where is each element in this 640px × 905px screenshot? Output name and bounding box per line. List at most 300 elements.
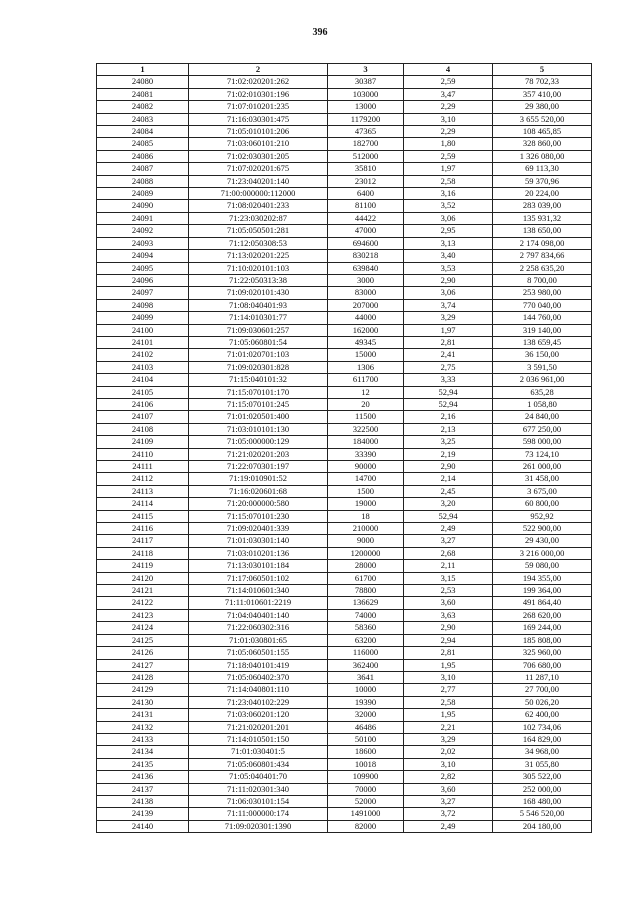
row-number-cell: 24087 <box>97 163 189 175</box>
rate-cell: 2,16 <box>404 411 493 423</box>
area-cell: 18 <box>328 510 404 522</box>
value-cell: 62 400,00 <box>493 709 592 721</box>
rate-cell: 1,95 <box>404 709 493 721</box>
row-number-cell: 24092 <box>97 225 189 237</box>
table-row <box>97 820 592 832</box>
table-row <box>97 212 592 224</box>
area-cell: 20 <box>328 398 404 410</box>
rate-cell: 2,90 <box>404 622 493 634</box>
cadastral-number-cell: 71:05:010101:206 <box>189 126 328 138</box>
area-cell: 162000 <box>328 324 404 336</box>
cadastral-number-cell: 71:22:060302:316 <box>189 622 328 634</box>
table-row <box>97 510 592 522</box>
table-row <box>97 684 592 696</box>
value-cell: 3 216 000,00 <box>493 547 592 559</box>
rate-cell: 3,63 <box>404 609 493 621</box>
column-header-2: 2 <box>189 64 328 76</box>
rate-cell: 2,29 <box>404 101 493 113</box>
cadastral-number-cell: 71:05:060801:434 <box>189 758 328 770</box>
table-row <box>97 597 592 609</box>
cadastral-number-cell: 71:05:060801:54 <box>189 336 328 348</box>
table-row <box>97 498 592 510</box>
value-cell: 635,28 <box>493 386 592 398</box>
cadastral-number-cell: 71:01:030401:5 <box>189 746 328 758</box>
rate-cell: 2,95 <box>404 225 493 237</box>
value-cell: 2 797 834,66 <box>493 250 592 262</box>
row-number-cell: 24097 <box>97 287 189 299</box>
area-cell: 109900 <box>328 771 404 783</box>
table-row <box>97 101 592 113</box>
row-number-cell: 24091 <box>97 212 189 224</box>
table-row <box>97 622 592 634</box>
rate-cell: 3,25 <box>404 436 493 448</box>
cadastral-number-cell: 71:13:020201:225 <box>189 250 328 262</box>
rate-cell: 3,10 <box>404 113 493 125</box>
value-cell: 1 058,80 <box>493 398 592 410</box>
area-cell: 13000 <box>328 101 404 113</box>
area-cell: 47365 <box>328 126 404 138</box>
table-row <box>97 262 592 274</box>
rate-cell: 3,10 <box>404 758 493 770</box>
row-number-cell: 24131 <box>97 709 189 721</box>
rate-cell: 3,74 <box>404 299 493 311</box>
table-row <box>97 436 592 448</box>
row-number-cell: 24105 <box>97 386 189 398</box>
cadastral-number-cell: 71:23:040102:229 <box>189 696 328 708</box>
rate-cell: 3,52 <box>404 200 493 212</box>
value-cell: 11 287,10 <box>493 671 592 683</box>
table-row <box>97 560 592 572</box>
value-cell: 50 026,20 <box>493 696 592 708</box>
area-cell: 207000 <box>328 299 404 311</box>
row-number-cell: 24132 <box>97 721 189 733</box>
value-cell: 169 244,00 <box>493 622 592 634</box>
rate-cell: 2,68 <box>404 547 493 559</box>
cadastral-number-cell: 71:11:010601:2219 <box>189 597 328 609</box>
value-cell: 598 000,00 <box>493 436 592 448</box>
table-row <box>97 138 592 150</box>
table-row <box>97 374 592 386</box>
row-number-cell: 24122 <box>97 597 189 609</box>
area-cell: 49345 <box>328 336 404 348</box>
cadastral-number-cell: 71:15:070101:170 <box>189 386 328 398</box>
row-number-cell: 24119 <box>97 560 189 572</box>
value-cell: 29 430,00 <box>493 535 592 547</box>
area-cell: 1306 <box>328 361 404 373</box>
row-number-cell: 24126 <box>97 647 189 659</box>
cadastral-number-cell: 71:16:030301:475 <box>189 113 328 125</box>
rate-cell: 2,90 <box>404 461 493 473</box>
row-number-cell: 24129 <box>97 684 189 696</box>
area-cell: 322500 <box>328 423 404 435</box>
cadastral-number-cell: 71:19:010901:52 <box>189 473 328 485</box>
area-cell: 103000 <box>328 88 404 100</box>
value-cell: 164 829,00 <box>493 733 592 745</box>
cadastral-number-cell: 71:06:030101:154 <box>189 795 328 807</box>
area-cell: 32000 <box>328 709 404 721</box>
table-row <box>97 609 592 621</box>
rate-cell: 2,81 <box>404 647 493 659</box>
value-cell: 3 675,00 <box>493 485 592 497</box>
rate-cell: 2,49 <box>404 523 493 535</box>
value-cell: 59 080,00 <box>493 560 592 572</box>
cadastral-number-cell: 71:15:070101:245 <box>189 398 328 410</box>
rate-cell: 2,82 <box>404 771 493 783</box>
area-cell: 74000 <box>328 609 404 621</box>
row-number-cell: 24121 <box>97 585 189 597</box>
value-cell: 31 055,80 <box>493 758 592 770</box>
row-number-cell: 24136 <box>97 771 189 783</box>
table-row <box>97 473 592 485</box>
row-number-cell: 24114 <box>97 498 189 510</box>
area-cell: 11500 <box>328 411 404 423</box>
table-row <box>97 88 592 100</box>
cadastral-number-cell: 71:21:020201:201 <box>189 721 328 733</box>
rate-cell: 2,45 <box>404 485 493 497</box>
table-row <box>97 349 592 361</box>
cadastral-number-cell: 71:23:040201:140 <box>189 175 328 187</box>
value-cell: 1 326 080,00 <box>493 150 592 162</box>
value-cell: 522 900,00 <box>493 523 592 535</box>
row-number-cell: 24130 <box>97 696 189 708</box>
area-cell: 116000 <box>328 647 404 659</box>
table-row <box>97 411 592 423</box>
table-row <box>97 535 592 547</box>
area-cell: 512000 <box>328 150 404 162</box>
rate-cell: 2,59 <box>404 76 493 88</box>
rate-cell: 3,60 <box>404 597 493 609</box>
row-number-cell: 24101 <box>97 336 189 348</box>
cadastral-number-cell: 71:04:040401:140 <box>189 609 328 621</box>
table-row <box>97 287 592 299</box>
area-cell: 19390 <box>328 696 404 708</box>
value-cell: 108 465,85 <box>493 126 592 138</box>
area-cell: 90000 <box>328 461 404 473</box>
area-cell: 184000 <box>328 436 404 448</box>
rate-cell: 2,19 <box>404 448 493 460</box>
row-number-cell: 24138 <box>97 795 189 807</box>
value-cell: 268 620,00 <box>493 609 592 621</box>
rate-cell: 1,97 <box>404 324 493 336</box>
cadastral-number-cell: 71:14:010501:150 <box>189 733 328 745</box>
row-number-cell: 24102 <box>97 349 189 361</box>
row-number-cell: 24116 <box>97 523 189 535</box>
table-row <box>97 237 592 249</box>
value-cell: 252 000,00 <box>493 783 592 795</box>
rate-cell: 52,94 <box>404 386 493 398</box>
column-header-5: 5 <box>493 64 592 76</box>
table-row <box>97 523 592 535</box>
table-row <box>97 448 592 460</box>
area-cell: 830218 <box>328 250 404 262</box>
area-cell: 362400 <box>328 659 404 671</box>
cadastral-number-cell: 71:22:070301:197 <box>189 461 328 473</box>
row-number-cell: 24113 <box>97 485 189 497</box>
cadastral-number-cell: 71:10:020101:103 <box>189 262 328 274</box>
rate-cell: 3,15 <box>404 572 493 584</box>
cadastral-number-cell: 71:02:030301:205 <box>189 150 328 162</box>
cadastral-number-cell: 71:01:020701:103 <box>189 349 328 361</box>
rate-cell: 3,72 <box>404 808 493 820</box>
table-row <box>97 696 592 708</box>
row-number-cell: 24106 <box>97 398 189 410</box>
area-cell: 136629 <box>328 597 404 609</box>
area-cell: 10018 <box>328 758 404 770</box>
table-row <box>97 312 592 324</box>
cadastral-number-cell: 71:05:040401:70 <box>189 771 328 783</box>
row-number-cell: 24095 <box>97 262 189 274</box>
area-cell: 70000 <box>328 783 404 795</box>
value-cell: 491 864,40 <box>493 597 592 609</box>
cadastral-number-cell: 71:14:040801:110 <box>189 684 328 696</box>
rate-cell: 2,11 <box>404 560 493 572</box>
table-row <box>97 634 592 646</box>
rate-cell: 3,13 <box>404 237 493 249</box>
area-cell: 611700 <box>328 374 404 386</box>
value-cell: 325 960,00 <box>493 647 592 659</box>
cadastral-number-cell: 71:22:050313:38 <box>189 274 328 286</box>
cadastral-number-cell: 71:17:060501:102 <box>189 572 328 584</box>
table-row <box>97 250 592 262</box>
area-cell: 3641 <box>328 671 404 683</box>
area-cell: 3000 <box>328 274 404 286</box>
rate-cell: 1,95 <box>404 659 493 671</box>
value-cell: 204 180,00 <box>493 820 592 832</box>
row-number-cell: 24117 <box>97 535 189 547</box>
row-number-cell: 24127 <box>97 659 189 671</box>
rate-cell: 3,40 <box>404 250 493 262</box>
row-number-cell: 24139 <box>97 808 189 820</box>
area-cell: 52000 <box>328 795 404 807</box>
table-row <box>97 721 592 733</box>
cadastral-number-cell: 71:16:020601:68 <box>189 485 328 497</box>
table-row <box>97 113 592 125</box>
rate-cell: 2,13 <box>404 423 493 435</box>
row-number-cell: 24118 <box>97 547 189 559</box>
cadastral-number-cell: 71:12:050308:53 <box>189 237 328 249</box>
table-row <box>97 126 592 138</box>
value-cell: 5 546 520,00 <box>493 808 592 820</box>
cadastral-number-cell: 71:20:000000:580 <box>189 498 328 510</box>
cadastral-number-cell: 71:05:000000:129 <box>189 436 328 448</box>
table-row <box>97 659 592 671</box>
value-cell: 27 700,00 <box>493 684 592 696</box>
value-cell: 138 659,45 <box>493 336 592 348</box>
table-row <box>97 795 592 807</box>
table-row <box>97 709 592 721</box>
table-row <box>97 225 592 237</box>
value-cell: 144 760,00 <box>493 312 592 324</box>
area-cell: 9000 <box>328 535 404 547</box>
area-cell: 14700 <box>328 473 404 485</box>
row-number-cell: 24135 <box>97 758 189 770</box>
value-cell: 59 370,96 <box>493 175 592 187</box>
row-number-cell: 24090 <box>97 200 189 212</box>
column-header-4: 4 <box>404 64 493 76</box>
row-number-cell: 24096 <box>97 274 189 286</box>
table-row <box>97 572 592 584</box>
table-row <box>97 547 592 559</box>
area-cell: 23012 <box>328 175 404 187</box>
cadastral-number-cell: 71:03:060101:210 <box>189 138 328 150</box>
row-number-cell: 24085 <box>97 138 189 150</box>
cadastral-number-cell: 71:11:020301:340 <box>189 783 328 795</box>
value-cell: 305 522,00 <box>493 771 592 783</box>
table-row <box>97 647 592 659</box>
table-row <box>97 200 592 212</box>
table-body <box>97 76 592 833</box>
area-cell: 19000 <box>328 498 404 510</box>
area-cell: 1200000 <box>328 547 404 559</box>
row-number-cell: 24123 <box>97 609 189 621</box>
value-cell: 60 800,00 <box>493 498 592 510</box>
row-number-cell: 24110 <box>97 448 189 460</box>
area-cell: 210000 <box>328 523 404 535</box>
cadastral-number-cell: 71:07:020201:675 <box>189 163 328 175</box>
table-row <box>97 808 592 820</box>
cadastral-number-cell: 71:09:020101:430 <box>189 287 328 299</box>
table-row <box>97 746 592 758</box>
area-cell: 33390 <box>328 448 404 460</box>
rate-cell: 52,94 <box>404 510 493 522</box>
table-row <box>97 671 592 683</box>
value-cell: 3 591,50 <box>493 361 592 373</box>
cadastral-number-cell: 71:02:020201:262 <box>189 76 328 88</box>
cadastral-number-cell: 71:01:030301:140 <box>189 535 328 547</box>
area-cell: 47000 <box>328 225 404 237</box>
cadastral-number-cell: 71:14:010601:340 <box>189 585 328 597</box>
row-number-cell: 24081 <box>97 88 189 100</box>
value-cell: 78 702,33 <box>493 76 592 88</box>
area-cell: 50100 <box>328 733 404 745</box>
rate-cell: 3,27 <box>404 795 493 807</box>
area-cell: 83000 <box>328 287 404 299</box>
row-number-cell: 24140 <box>97 820 189 832</box>
row-number-cell: 24115 <box>97 510 189 522</box>
value-cell: 34 968,00 <box>493 746 592 758</box>
area-cell: 58360 <box>328 622 404 634</box>
rate-cell: 3,60 <box>404 783 493 795</box>
rate-cell: 2,75 <box>404 361 493 373</box>
area-cell: 12 <box>328 386 404 398</box>
rate-cell: 2,02 <box>404 746 493 758</box>
value-cell: 194 355,00 <box>493 572 592 584</box>
value-cell: 357 410,00 <box>493 88 592 100</box>
row-number-cell: 24128 <box>97 671 189 683</box>
cadastral-number-cell: 71:05:050501:281 <box>189 225 328 237</box>
rate-cell: 3,06 <box>404 212 493 224</box>
cadastral-number-cell: 71:09:030601:257 <box>189 324 328 336</box>
value-cell: 283 039,00 <box>493 200 592 212</box>
area-cell: 63200 <box>328 634 404 646</box>
area-cell: 10000 <box>328 684 404 696</box>
value-cell: 69 113,30 <box>493 163 592 175</box>
rate-cell: 2,58 <box>404 175 493 187</box>
cadastral-number-cell: 71:11:000000:174 <box>189 808 328 820</box>
rate-cell: 2,59 <box>404 150 493 162</box>
column-header-3: 3 <box>328 64 404 76</box>
rate-cell: 1,97 <box>404 163 493 175</box>
value-cell: 952,92 <box>493 510 592 522</box>
value-cell: 253 980,00 <box>493 287 592 299</box>
rate-cell: 2,21 <box>404 721 493 733</box>
rate-cell: 3,10 <box>404 671 493 683</box>
row-number-cell: 24133 <box>97 733 189 745</box>
row-number-cell: 24111 <box>97 461 189 473</box>
value-cell: 328 860,00 <box>493 138 592 150</box>
data-table <box>96 63 592 833</box>
table-row <box>97 76 592 88</box>
table-row <box>97 188 592 200</box>
table-row <box>97 585 592 597</box>
area-cell: 15000 <box>328 349 404 361</box>
table-row <box>97 783 592 795</box>
rate-cell: 3,29 <box>404 312 493 324</box>
value-cell: 24 840,00 <box>493 411 592 423</box>
rate-cell: 1,80 <box>404 138 493 150</box>
table-row <box>97 733 592 745</box>
row-number-cell: 24112 <box>97 473 189 485</box>
rate-cell: 2,49 <box>404 820 493 832</box>
area-cell: 1179200 <box>328 113 404 125</box>
value-cell: 677 250,00 <box>493 423 592 435</box>
table-row <box>97 324 592 336</box>
value-cell: 2 174 098,00 <box>493 237 592 249</box>
area-cell: 44000 <box>328 312 404 324</box>
row-number-cell: 24084 <box>97 126 189 138</box>
value-cell: 261 000,00 <box>493 461 592 473</box>
rate-cell: 2,90 <box>404 274 493 286</box>
value-cell: 138 650,00 <box>493 225 592 237</box>
area-cell: 182700 <box>328 138 404 150</box>
cadastral-number-cell: 71:02:010301:196 <box>189 88 328 100</box>
cadastral-number-cell: 71:01:030801:65 <box>189 634 328 646</box>
cadastral-number-cell: 71:09:020301:1390 <box>189 820 328 832</box>
value-cell: 36 150,00 <box>493 349 592 361</box>
cadastral-number-cell: 71:07:010201:235 <box>189 101 328 113</box>
table-row <box>97 461 592 473</box>
rate-cell: 3,16 <box>404 188 493 200</box>
rate-cell: 52,94 <box>404 398 493 410</box>
row-number-cell: 24108 <box>97 423 189 435</box>
table-row <box>97 150 592 162</box>
row-number-cell: 24093 <box>97 237 189 249</box>
value-cell: 31 458,00 <box>493 473 592 485</box>
page-number: 396 <box>312 27 328 38</box>
value-cell: 20 224,00 <box>493 188 592 200</box>
cadastral-number-cell: 71:05:060501:155 <box>189 647 328 659</box>
rate-cell: 3,53 <box>404 262 493 274</box>
table-row <box>97 163 592 175</box>
cadastral-number-cell: 71:18:040101:419 <box>189 659 328 671</box>
area-cell: 78800 <box>328 585 404 597</box>
cadastral-number-cell: 71:09:020301:828 <box>189 361 328 373</box>
row-number-cell: 24089 <box>97 188 189 200</box>
value-cell: 319 140,00 <box>493 324 592 336</box>
row-number-cell: 24099 <box>97 312 189 324</box>
area-cell: 18600 <box>328 746 404 758</box>
table-row <box>97 274 592 286</box>
rate-cell: 3,27 <box>404 535 493 547</box>
rate-cell: 3,20 <box>404 498 493 510</box>
row-number-cell: 24103 <box>97 361 189 373</box>
area-cell: 35810 <box>328 163 404 175</box>
rate-cell: 2,81 <box>404 336 493 348</box>
value-cell: 168 480,00 <box>493 795 592 807</box>
table-row <box>97 758 592 770</box>
table-row <box>97 386 592 398</box>
value-cell: 770 040,00 <box>493 299 592 311</box>
